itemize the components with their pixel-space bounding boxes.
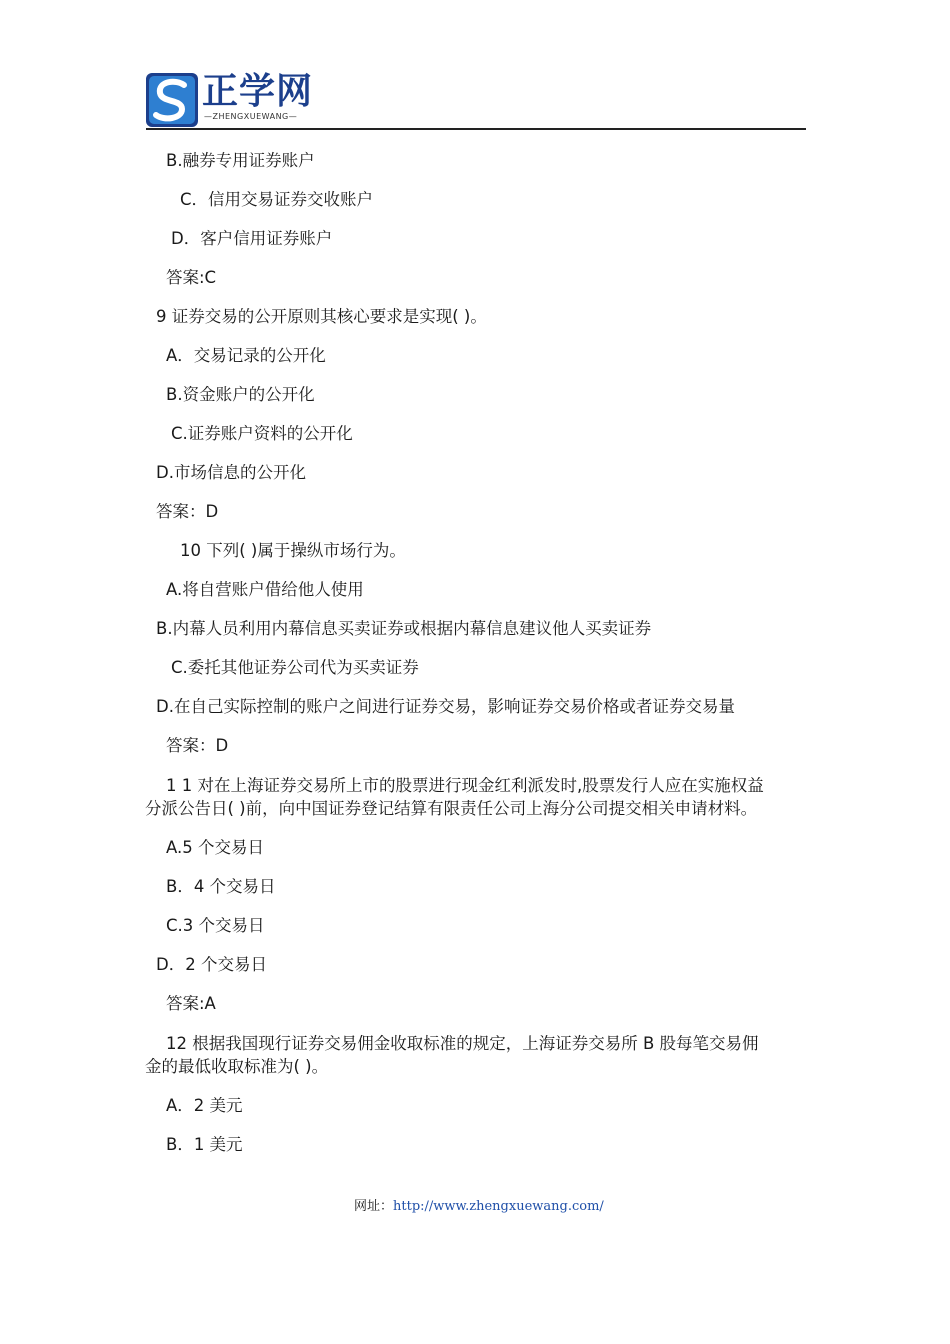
option-line: D.市场信息的公开化 — [156, 463, 306, 482]
answer-line: 答案：D — [166, 736, 229, 755]
question-line: 10 下列( )属于操纵市场行为。 — [180, 541, 406, 560]
footer-url-link[interactable]: http://www.zhengxuewang.com/ — [393, 1199, 604, 1214]
option-line: B.资金账户的公开化 — [166, 385, 315, 404]
option-line: B.内幕人员利用内幕信息买卖证券或根据内幕信息建议他人买卖证券 — [156, 619, 652, 638]
question-line: 12 根据我国现行证券交易佣金收取标准的规定，上海证券交易所 B 股每笔交易佣 — [166, 1034, 759, 1053]
question-line: 1 1 对在上海证券交易所上市的股票进行现金红利派发时,股票发行人应在实施权益 — [166, 776, 764, 795]
option-line: B．1 美元 — [166, 1135, 243, 1154]
logo-brand-text: 正学网 — [202, 71, 314, 112]
option-line: A．交易记录的公开化 — [166, 346, 326, 365]
question-line: 分派公告日( )前，向中国证券登记结算有限责任公司上海分公司提交相关申请材料。 — [145, 799, 758, 818]
option-line: B．4 个交易日 — [166, 877, 276, 896]
page-header — [146, 70, 806, 130]
option-line: D．客户信用证券账户 — [171, 229, 333, 248]
option-line: C.委托其他证券公司代为买卖证券 — [171, 658, 419, 677]
option-line: C.3 个交易日 — [166, 916, 265, 935]
logo-subtitle: —ZHENGXUEWANG— — [204, 112, 298, 121]
option-line: C.证券账户资料的公开化 — [171, 424, 353, 443]
answer-line: 答案:C — [166, 268, 217, 287]
page-footer — [354, 1198, 604, 1216]
option-line: D．2 个交易日 — [156, 955, 267, 974]
option-line: A.5 个交易日 — [166, 838, 264, 857]
footer-label: 网址： — [354, 1199, 394, 1214]
option-line: A．2 美元 — [166, 1096, 243, 1115]
option-line: C．信用交易证券交收账户 — [180, 190, 374, 209]
header-divider — [146, 128, 806, 130]
answer-line: 答案：D — [156, 502, 219, 521]
question-line: 金的最低收取标准为( )。 — [145, 1057, 329, 1076]
option-line: A.将自营账户借给他人使用 — [166, 580, 364, 599]
question-line: 9 证券交易的公开原则其核心要求是实现( )。 — [156, 307, 487, 326]
option-line: B.融券专用证券账户 — [166, 151, 315, 170]
option-line: D.在自己实际控制的账户之间进行证券交易，影响证券交易价格或者证券交易量 — [156, 697, 735, 716]
answer-line: 答案:A — [166, 994, 216, 1013]
logo-icon — [146, 73, 198, 127]
